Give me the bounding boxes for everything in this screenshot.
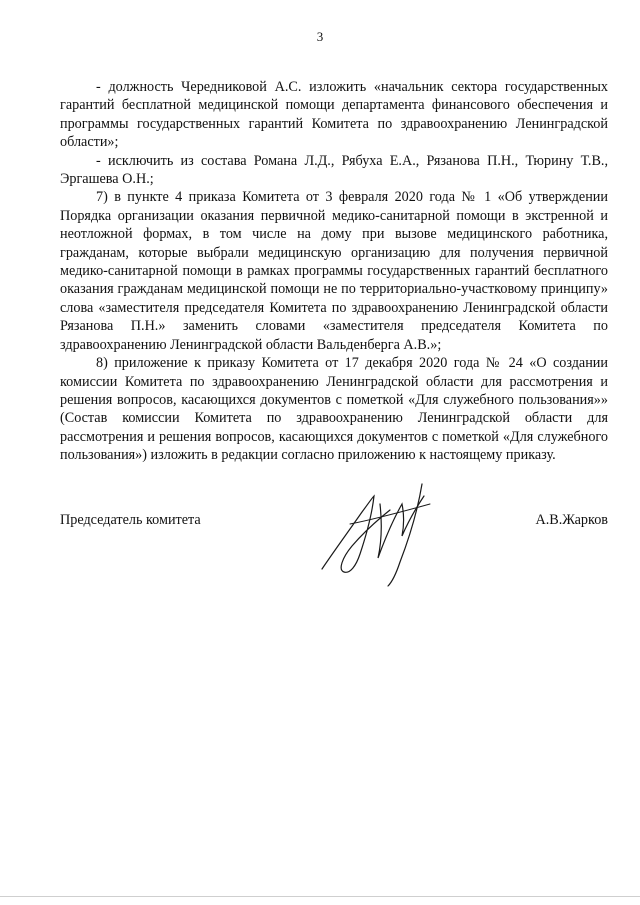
signer-name: А.В.Жарков <box>535 512 608 528</box>
paragraph-item-8: 8) приложение к приказу Комитета от 17 декабря 2020 года № 24 «О создании комиссии Комитета по здравоохранению Ленинградской области для рассмотрения и решения вопросов, касающихся документов с пометкой «Для служебного пользования»» (Состав комиссии Комитета по здравоохранению Ленинградской области для рассмотрения и решения вопросов, касающихся документов с пометкой «Для служебного пользования») изложить в редакции согласно приложению к настоящему приказу. <box>60 355 608 464</box>
scan-edge-line <box>0 896 640 897</box>
document-body <box>60 78 608 465</box>
paragraph-item-7: 7) в пункте 4 приказа Комитета от 3 февраля 2020 года № 1 «Об утверждении Порядка организации оказания первичной медико-санитарной помощи в экстренной и неотложной формах, в том числе на дому при вызове медицинского работника, гражданам, которые выбрали медицинскую организацию для получения первичной медико-санитарной помощи в рамках программы государственных гарантий бесплатного оказания гражданам медицинской помощи не по территориально-участковому принципу» слова «заместителя председателя Комитета по здравоохранению Ленинградской области Рязанова П.Н.» заменить словами «заместителя председателя Комитета по здравоохранению Ленинградской области Вальденберга А.В.»; <box>60 189 608 353</box>
page-number: 3 <box>316 29 324 44</box>
handwritten-signature <box>310 474 460 594</box>
paragraph-position-change: - должность Чередниковой А.С. изложить «начальник сектора государственных гарантий бесплатной медицинской помощи департамента финансового обеспечения и программы государственных гарантий Комитета по здравоохранению Ленинградской области»; <box>60 79 608 151</box>
signer-title: Председатель комитета <box>60 512 201 528</box>
paragraph-exclude-members: - исключить из состава Романа Л.Д., Рябуха Е.А., Рязанова П.Н., Тюрину Т.В., Эргашева О.Н.; <box>60 152 608 188</box>
